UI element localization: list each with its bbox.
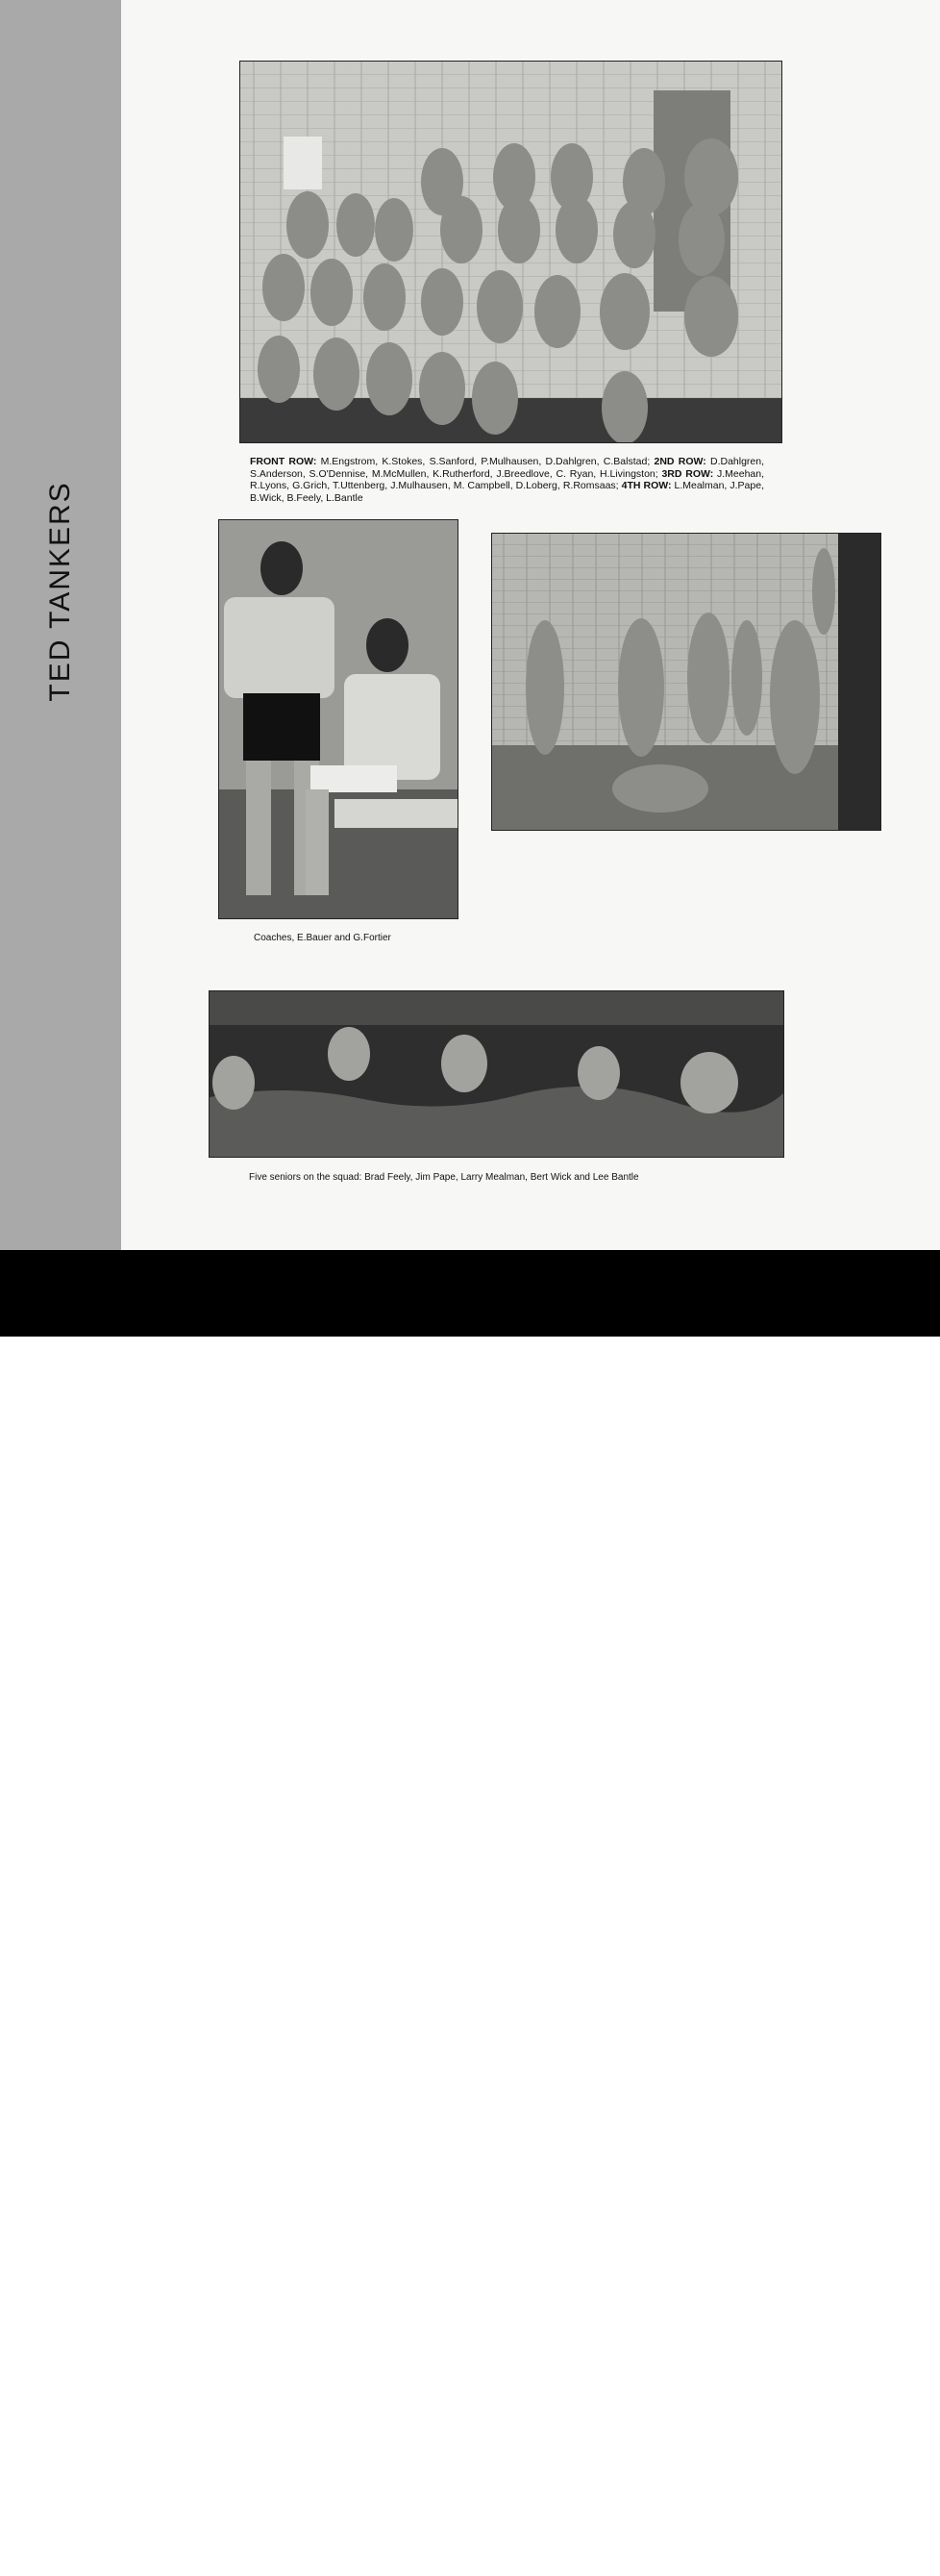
seniors-photo [209, 990, 784, 1158]
caption-text-front-row: M.Engstrom, K.Stokes, S.Sanford, P.Mulhausen, D.Dahlgren, C.Balstad; [316, 456, 655, 467]
stock-footer [0, 1250, 940, 2575]
caption-text-2nd-row: D.Dahlgren, S.Anderson, S.O'Dennise, M.McMullen, K.Rutherford, J.Breedlove, C. Ryan, H.Livingston; [250, 456, 765, 480]
caption-text-4th-row: L.Mealman, J.Pape, B.Wick, B.Feely, L.Bantle [250, 480, 764, 504]
team-photo-caption [250, 456, 764, 504]
footer-id-block [768, 2512, 913, 2548]
team-photo [239, 61, 782, 443]
caption-label-2nd-row: 2ND ROW: [654, 456, 706, 467]
seniors-caption: Five seniors on the squad: Brad Feely, Jim Pape, Larry Mealman, Bert Wick and Lee Bantle [249, 1172, 639, 1183]
pool-photo [491, 533, 881, 831]
site-url: www.alamy.com [816, 2533, 913, 2548]
alamy-logo [27, 2512, 192, 2576]
coaches-caption: Coaches, E.Bauer and G.Fortier [254, 933, 391, 943]
sidebar-band [0, 0, 121, 1250]
logo-tm-mark: ® [180, 2517, 192, 2537]
caption-text-3rd-row: J.Meehan, R.Lyons, G.Grich, T.Uttenberg, J.Mulhausen, M. Campbell, D.Loberg, R.Romsaas; [250, 467, 765, 491]
caption-label-front-row: FRONT ROW: [250, 456, 317, 467]
caption-label-4th-row: 4TH ROW: [621, 480, 672, 491]
caption-label-3rd-row: 3RD ROW: [661, 467, 714, 480]
yearbook-page [0, 0, 940, 1250]
image-id: Image ID: 3A6PW2X [767, 2512, 913, 2528]
sidebar-title: TED TANKERS [44, 481, 76, 702]
alamy-logo-text: alamy [27, 2513, 181, 2575]
coaches-photo [218, 519, 458, 919]
